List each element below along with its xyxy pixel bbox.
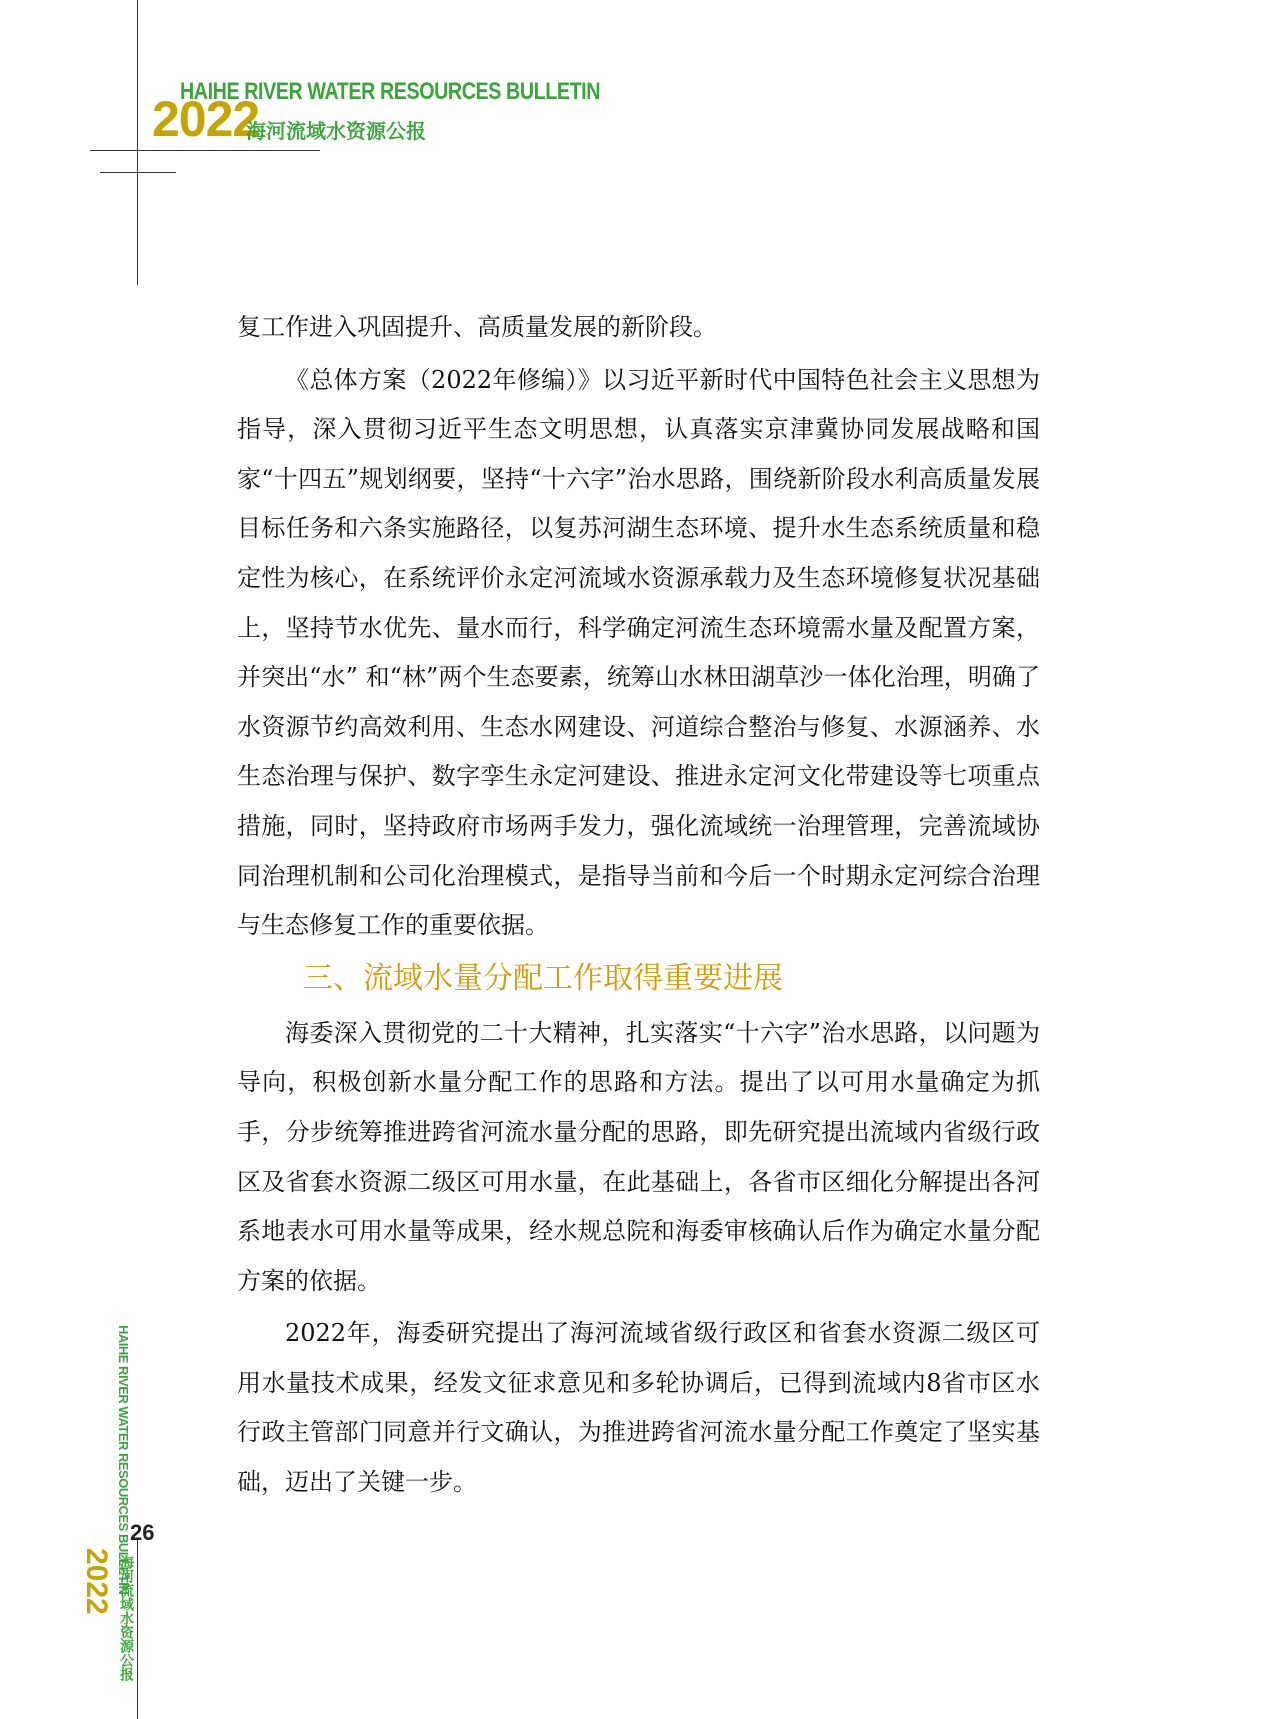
page-number: 26: [130, 1520, 155, 1545]
masthead-english-title: HAIHE RIVER WATER RESOURCES BULLETIN: [180, 78, 601, 105]
paragraph-continued: 复工作进入巩固提升、高质量发展的新阶段。: [237, 313, 717, 341]
sidebar-year: 2022: [80, 1548, 113, 1615]
paragraph-2022-results: 2022年，海委研究提出了海河流域省级行政区和省套水资源二级区可用水量技术成果，经发文征求意见和多轮协调后，已得到流域内8省市区水行政主管部门同意并行文确认，为推进跨省河流水量分配工作奠定了坚实基础，迈出了关键一步。: [237, 1319, 1040, 1497]
masthead-year: 2022: [152, 91, 260, 147]
crop-mark-horizontal-short: [100, 172, 176, 173]
sidebar-chinese-title: 海河流域水资源公报: [118, 1555, 134, 1681]
crop-mark-vertical-bottom: [137, 1540, 138, 1719]
sidebar-english-title: HAIHE RIVER WATER RESOURCES BULLETIN: [116, 1325, 131, 1595]
paragraph-water-allocation: 海委深入贯彻党的二十大精神，扎实落实“十六字”治水思路，以问题为导向，积极创新水量分配工作的思路和方法。提出了以可用水量确定为抓手，分步统筹推进跨省河流水量分配的思路，即先研究提出流域内省级行政区及省套水资源二级区可用水量，在此基础上，各省市区细化分解提出各河系地表水可用水量等成果，经水规总院和海委审核确认后作为确定水量分配方案的依据。: [237, 1018, 1040, 1295]
section-heading: 三、流域水量分配工作取得重要进展: [303, 960, 783, 996]
masthead-chinese-title: 海河流域水资源公报: [246, 119, 426, 143]
crop-mark-vertical-top: [137, 0, 138, 285]
crop-mark-horizontal-long: [90, 150, 320, 151]
main-text: [237, 303, 1040, 1508]
paragraph-overall-plan: 《总体方案（2022年修编）》以习近平新时代中国特色社会主义思想为指导，深入贯彻习近平生态文明思想，认真落实京津冀协同发展战略和国家“十四五”规划纲要，坚持“十六字”治水思路，围绕新阶段水利高质量发展目标任务和六条实施路径，以复苏河湖生态环境、提升水生态系统质量和稳定性为核心，在系统评价永定河流域水资源承载力及生态环境修复状况基础上，坚持节水优先、量水而行，科学确定河流生态环境需水量及配置方案，并突出“水” 和“林”两个生态要素，统筹山水林田湖草沙一体化治理，明确了水资源节约高效利用、生态水网建设、河道综合整治与修复、水源涵养、水生态治理与保护、数字孪生永定河建设、推进永定河文化带建设等七项重点措施，同时，坚持政府市场两手发力，强化流域统一治理管理，完善流域协同治理机制和公司化治理模式，是指导当前和今后一个时期永定河综合治理与生态修复工作的重要依据。: [237, 365, 1040, 940]
